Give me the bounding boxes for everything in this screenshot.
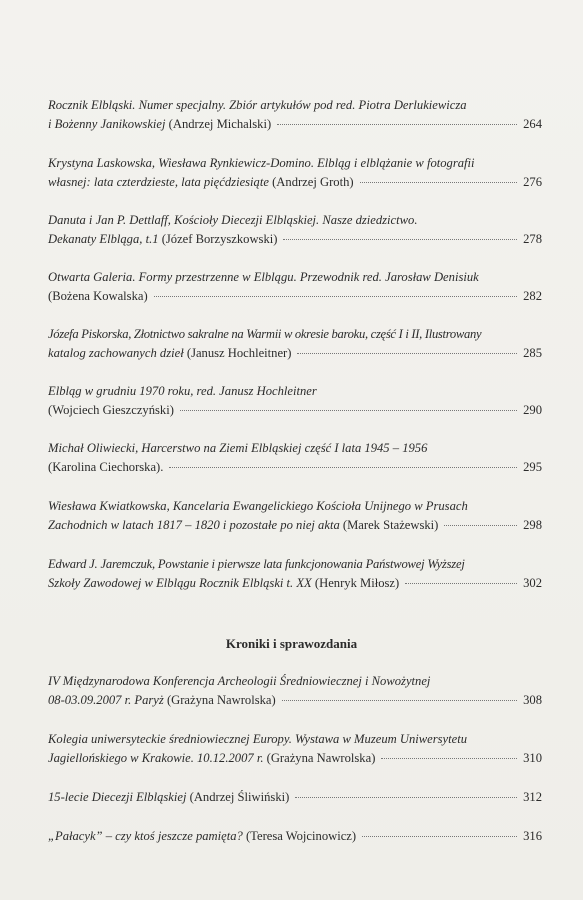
dot-leader — [277, 123, 517, 125]
entry-title-line: Kolegia uniwersyteckie średniowiecznej Europy. Wystawa w Muzeum Uniwersytetu — [48, 732, 468, 746]
entry-reviewer: (Andrzej Groth) — [272, 175, 354, 189]
entry-reviewer: (Grażyna Nawrolska) — [166, 693, 276, 707]
toc-entry — [48, 672, 542, 710]
entry-title-line: Wiesława Kwiatkowska, Kancelaria Ewangelickiego Kościoła Unijnego w Prusach — [48, 499, 468, 513]
entry-title-line: Danuta i Jan P. Dettlaff, Kościoły Diecezji Elbląskiej. Nasze dziedzictwo. — [48, 213, 418, 227]
entry-reviewer: (Bożena Kowalska) — [48, 289, 148, 303]
entry-page-number: 308 — [523, 693, 542, 707]
entry-reviewer: (Janusz Hochleitner) — [186, 346, 292, 360]
entry-reviewer: (Grażyna Nawrolska) — [266, 751, 376, 765]
entry-title-cont: 15-lecie Diecezji Elbląskiej — [48, 790, 187, 804]
entry-reviewer: (Wojciech Gieszczyński) — [48, 403, 174, 417]
entry-reviewer: (Karolina Ciechorska). — [48, 460, 164, 474]
dot-leader — [282, 699, 517, 701]
entry-page-number: 278 — [523, 232, 542, 246]
entry-title-line: Michał Oliwiecki, Harcerstwo na Ziemi Elbląskiej część I lata 1945 – 1956 — [48, 441, 428, 455]
entry-page-number: 276 — [523, 175, 542, 189]
toc-entry — [48, 788, 542, 807]
toc-entry — [48, 154, 542, 192]
entry-page-number: 310 — [523, 751, 542, 765]
entry-title-line: Rocznik Elbląski. Numer specjalny. Zbiór artykułów pod red. Piotra Derlukiewicza — [48, 98, 467, 112]
entry-reviewer: (Józef Borzyszkowski) — [161, 232, 278, 246]
entry-title-cont: Szkoły Zawodowej w Elblągu Rocznik Elbląski t. XX — [48, 576, 312, 590]
entry-page-number: 285 — [523, 346, 542, 360]
entry-page-number: 302 — [523, 576, 542, 590]
toc-entry — [48, 382, 542, 420]
entry-title-cont: „Pałacyk” – czy ktoś jeszcze pamięta? — [48, 829, 243, 843]
toc-entry — [48, 439, 542, 477]
entry-reviewer: (Henryk Miłosz) — [314, 576, 400, 590]
dot-leader — [360, 181, 518, 183]
entry-page-number: 295 — [523, 460, 542, 474]
toc-entry — [48, 96, 542, 134]
dot-leader — [169, 466, 517, 468]
toc-entry — [48, 268, 542, 306]
dot-leader — [405, 582, 517, 584]
entry-reviewer: (Teresa Wojcinowicz) — [245, 829, 357, 843]
section-heading: Kroniki i sprawozdania — [225, 636, 358, 651]
toc-entry — [48, 325, 542, 363]
entry-title-line: Edward J. Jaremczuk, Powstanie i pierwsze lata funkcjonowania Państwowej Wyższej — [48, 557, 465, 571]
dot-leader — [180, 409, 517, 411]
entry-page-number: 316 — [523, 829, 542, 843]
entry-page-number: 312 — [523, 790, 542, 804]
entry-page-number: 264 — [523, 117, 542, 131]
entry-title-cont: i Bożenny Janikowskiej — [48, 117, 166, 131]
dot-leader — [381, 757, 517, 759]
entry-reviewer: (Andrzej Śliwiński) — [189, 790, 290, 804]
toc-entry — [48, 555, 542, 593]
entry-title-line: Józefa Piskorska, Złotnictwo sakralne na Warmii w okresie baroku, część I i II, Ilustrowany — [48, 327, 482, 341]
dot-leader — [362, 835, 517, 837]
entry-title-cont: własnej: lata czterdzieste, lata pięćdziesiąte — [48, 175, 269, 189]
entry-reviewer: (Andrzej Michalski) — [168, 117, 272, 131]
entry-title-cont: Zachodnich w latach 1817 – 1820 i pozostałe po niej akta — [48, 518, 340, 532]
toc-entry — [48, 730, 542, 768]
entry-page-number: 290 — [523, 403, 542, 417]
dot-leader — [297, 352, 517, 354]
dot-leader — [283, 238, 517, 240]
entry-title-cont: Jagiellońskiego w Krakowie. 10.12.2007 r. — [48, 751, 264, 765]
dot-leader — [444, 524, 517, 526]
entry-title-line: Otwarta Galeria. Formy przestrzenne w Elblągu. Przewodnik red. Jarosław Denisiuk — [48, 270, 479, 284]
entry-title-line: IV Międzynarodowa Konferencja Archeologii Średniowiecznej i Nowożytnej — [48, 674, 431, 688]
entry-title-line: Krystyna Laskowska, Wiesława Rynkiewicz-Domino. Elbląg i elblążanie w fotografii — [48, 156, 475, 170]
entry-page-number: 298 — [523, 518, 542, 532]
entry-title-cont: Dekanaty Elbląga, t.1 — [48, 232, 159, 246]
entry-title-cont: 08-03.09.2007 r. Paryż — [48, 693, 164, 707]
entry-page-number: 282 — [523, 289, 542, 303]
entry-reviewer: (Marek Stażewski) — [342, 518, 439, 532]
toc-entry — [48, 211, 542, 249]
entry-title-cont: katalog zachowanych dzieł — [48, 346, 184, 360]
toc-entry — [48, 497, 542, 535]
entry-title-line: Elbląg w grudniu 1970 roku, red. Janusz Hochleitner — [48, 384, 317, 398]
toc-entry — [48, 827, 542, 846]
dot-leader — [154, 295, 517, 297]
dot-leader — [295, 796, 517, 798]
